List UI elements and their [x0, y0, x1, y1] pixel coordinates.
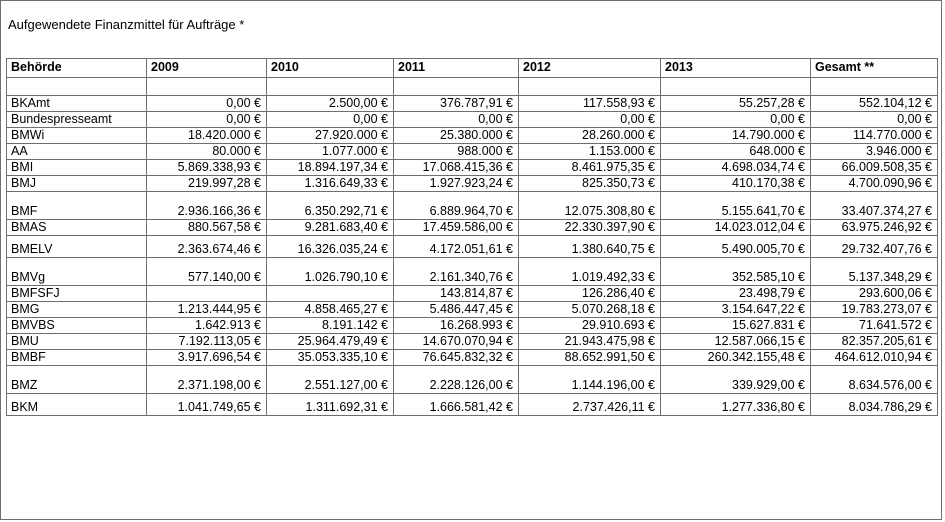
table-row	[7, 128, 938, 144]
amount-cell: 1.666.581,42 €	[394, 394, 519, 416]
amount-cell: 66.009.508,35 €	[811, 160, 938, 176]
amount-cell: 143.814,87 €	[394, 286, 519, 302]
amount-cell: 3.154.647,22 €	[661, 302, 811, 318]
table-row	[7, 236, 938, 258]
table-row	[7, 112, 938, 128]
amount-cell: 126.286,40 €	[519, 286, 661, 302]
table-row	[7, 286, 938, 302]
amount-cell: 12.075.308,80 €	[519, 192, 661, 220]
amount-cell: 25.380.000 €	[394, 128, 519, 144]
amount-cell: 410.170,38 €	[661, 176, 811, 192]
amount-cell: 15.627.831 €	[661, 318, 811, 334]
authority-cell: BMI	[7, 160, 147, 176]
funding-table	[6, 58, 938, 416]
amount-cell: 3.917.696,54 €	[147, 350, 267, 366]
amount-cell: 1.927.923,24 €	[394, 176, 519, 192]
amount-cell: 1.077.000 €	[267, 144, 394, 160]
amount-cell: 5.155.641,70 €	[661, 192, 811, 220]
amount-cell: 1.316.649,33 €	[267, 176, 394, 192]
amount-cell: 14.790.000 €	[661, 128, 811, 144]
amount-cell: 6.889.964,70 €	[394, 192, 519, 220]
amount-cell: 0,00 €	[267, 112, 394, 128]
amount-cell: 219.997,28 €	[147, 176, 267, 192]
amount-cell: 1.144.196,00 €	[519, 366, 661, 394]
amount-cell: 55.257,28 €	[661, 96, 811, 112]
amount-cell: 2.363.674,46 €	[147, 236, 267, 258]
amount-cell: 88.652.991,50 €	[519, 350, 661, 366]
col-header-2010: 2010	[267, 59, 394, 78]
table-row	[7, 350, 938, 366]
amount-cell: 2.371.198,00 €	[147, 366, 267, 394]
amount-cell: 76.645.832,32 €	[394, 350, 519, 366]
amount-cell: 5.070.268,18 €	[519, 302, 661, 318]
amount-cell: 16.326.035,24 €	[267, 236, 394, 258]
amount-cell: 339.929,00 €	[661, 366, 811, 394]
empty-cell	[811, 78, 938, 96]
amount-cell: 12.587.066,15 €	[661, 334, 811, 350]
amount-cell: 18.420.000 €	[147, 128, 267, 144]
amount-cell: 1.642.913 €	[147, 318, 267, 334]
col-header-authority: Behörde	[7, 59, 147, 78]
amount-cell: 5.869.338,93 €	[147, 160, 267, 176]
table-row	[7, 220, 938, 236]
amount-cell: 260.342.155,48 €	[661, 350, 811, 366]
amount-cell: 8.191.142 €	[267, 318, 394, 334]
empty-cell	[661, 78, 811, 96]
authority-cell: BMVBS	[7, 318, 147, 334]
authority-cell: BMWi	[7, 128, 147, 144]
amount-cell: 19.783.273,07 €	[811, 302, 938, 318]
amount-cell: 21.943.475,98 €	[519, 334, 661, 350]
amount-cell: 1.311.692,31 €	[267, 394, 394, 416]
amount-cell: 4.700.090,96 €	[811, 176, 938, 192]
amount-cell: 2.500,00 €	[267, 96, 394, 112]
amount-cell: 0,00 €	[519, 112, 661, 128]
header-row	[7, 59, 938, 78]
table-row	[7, 144, 938, 160]
amount-cell: 352.585,10 €	[661, 258, 811, 286]
amount-cell: 0,00 €	[147, 112, 267, 128]
amount-cell: 988.000 €	[394, 144, 519, 160]
page-title: Aufgewendete Finanzmittel für Aufträge *	[8, 17, 245, 32]
amount-cell: 9.281.683,40 €	[267, 220, 394, 236]
amount-cell: 5.137.348,29 €	[811, 258, 938, 286]
amount-cell: 25.964.479,49 €	[267, 334, 394, 350]
empty-cell	[394, 78, 519, 96]
amount-cell: 376.787,91 €	[394, 96, 519, 112]
amount-cell: 2.737.426,11 €	[519, 394, 661, 416]
amount-cell: 23.498,79 €	[661, 286, 811, 302]
amount-cell: 4.172.051,61 €	[394, 236, 519, 258]
amount-cell	[147, 286, 267, 302]
authority-cell: BKM	[7, 394, 147, 416]
amount-cell: 1.380.640,75 €	[519, 236, 661, 258]
authority-cell: BMG	[7, 302, 147, 318]
amount-cell: 1.277.336,80 €	[661, 394, 811, 416]
amount-cell: 63.975.246,92 €	[811, 220, 938, 236]
col-header-2012: 2012	[519, 59, 661, 78]
authority-cell: BMU	[7, 334, 147, 350]
col-header-2013: 2013	[661, 59, 811, 78]
empty-cell	[519, 78, 661, 96]
empty-cell	[7, 78, 147, 96]
authority-cell: BMELV	[7, 236, 147, 258]
empty-cell	[147, 78, 267, 96]
amount-cell: 8.461.975,35 €	[519, 160, 661, 176]
authority-cell: BMF	[7, 192, 147, 220]
amount-cell: 577.140,00 €	[147, 258, 267, 286]
col-header-2009: 2009	[147, 59, 267, 78]
amount-cell: 1.026.790,10 €	[267, 258, 394, 286]
amount-cell: 71.641.572 €	[811, 318, 938, 334]
amount-cell: 22.330.397,90 €	[519, 220, 661, 236]
blank-row	[7, 78, 938, 96]
amount-cell: 29.732.407,76 €	[811, 236, 938, 258]
authority-cell: BMVg	[7, 258, 147, 286]
authority-cell: BKAmt	[7, 96, 147, 112]
amount-cell: 1.019.492,33 €	[519, 258, 661, 286]
amount-cell: 82.357.205,61 €	[811, 334, 938, 350]
amount-cell: 1.153.000 €	[519, 144, 661, 160]
amount-cell: 5.486.447,45 €	[394, 302, 519, 318]
authority-cell: Bundespresseamt	[7, 112, 147, 128]
amount-cell: 17.459.586,00 €	[394, 220, 519, 236]
amount-cell: 3.946.000 €	[811, 144, 938, 160]
table-row	[7, 318, 938, 334]
table-row	[7, 96, 938, 112]
table-row	[7, 394, 938, 416]
amount-cell: 0,00 €	[661, 112, 811, 128]
amount-cell: 27.920.000 €	[267, 128, 394, 144]
amount-cell: 117.558,93 €	[519, 96, 661, 112]
amount-cell: 14.023.012,04 €	[661, 220, 811, 236]
amount-cell: 16.268.993 €	[394, 318, 519, 334]
amount-cell: 18.894.197,34 €	[267, 160, 394, 176]
amount-cell: 6.350.292,71 €	[267, 192, 394, 220]
authority-cell: BMBF	[7, 350, 147, 366]
amount-cell: 1.041.749,65 €	[147, 394, 267, 416]
table-row	[7, 160, 938, 176]
amount-cell: 8.034.786,29 €	[811, 394, 938, 416]
amount-cell: 14.670.070,94 €	[394, 334, 519, 350]
amount-cell: 0,00 €	[811, 112, 938, 128]
empty-cell	[267, 78, 394, 96]
col-header-total: Gesamt **	[811, 59, 938, 78]
amount-cell: 2.936.166,36 €	[147, 192, 267, 220]
table-row	[7, 258, 938, 286]
amount-cell: 29.910.693 €	[519, 318, 661, 334]
amount-cell: 2.161.340,76 €	[394, 258, 519, 286]
amount-cell: 2.551.127,00 €	[267, 366, 394, 394]
amount-cell: 2.228.126,00 €	[394, 366, 519, 394]
amount-cell: 293.600,06 €	[811, 286, 938, 302]
amount-cell: 17.068.415,36 €	[394, 160, 519, 176]
amount-cell: 5.490.005,70 €	[661, 236, 811, 258]
table-row	[7, 302, 938, 318]
table-row	[7, 366, 938, 394]
amount-cell: 114.770.000 €	[811, 128, 938, 144]
amount-cell: 35.053.335,10 €	[267, 350, 394, 366]
amount-cell: 464.612.010,94 €	[811, 350, 938, 366]
amount-cell: 4.698.034,74 €	[661, 160, 811, 176]
authority-cell: BMFSFJ	[7, 286, 147, 302]
amount-cell: 33.407.374,27 €	[811, 192, 938, 220]
amount-cell: 0,00 €	[394, 112, 519, 128]
amount-cell: 4.858.465,27 €	[267, 302, 394, 318]
amount-cell: 880.567,58 €	[147, 220, 267, 236]
table-row	[7, 176, 938, 192]
amount-cell: 825.350,73 €	[519, 176, 661, 192]
amount-cell	[267, 286, 394, 302]
authority-cell: BMZ	[7, 366, 147, 394]
table-row	[7, 192, 938, 220]
authority-cell: BMJ	[7, 176, 147, 192]
amount-cell: 1.213.444,95 €	[147, 302, 267, 318]
amount-cell: 7.192.113,05 €	[147, 334, 267, 350]
amount-cell: 80.000 €	[147, 144, 267, 160]
amount-cell: 648.000 €	[661, 144, 811, 160]
authority-cell: BMAS	[7, 220, 147, 236]
col-header-2011: 2011	[394, 59, 519, 78]
authority-cell: AA	[7, 144, 147, 160]
amount-cell: 552.104,12 €	[811, 96, 938, 112]
amount-cell: 28.260.000 €	[519, 128, 661, 144]
amount-cell: 0,00 €	[147, 96, 267, 112]
table-row	[7, 334, 938, 350]
amount-cell: 8.634.576,00 €	[811, 366, 938, 394]
